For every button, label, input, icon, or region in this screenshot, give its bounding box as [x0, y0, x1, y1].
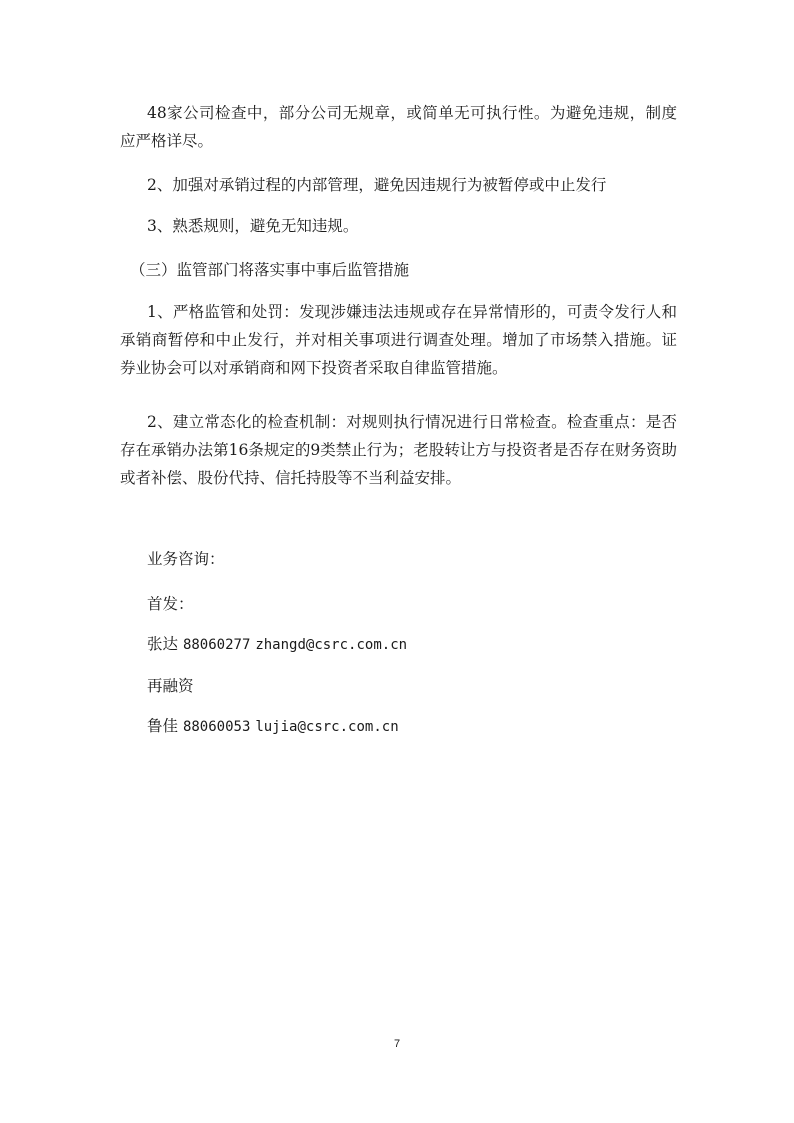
contacts-heading: 业务咨询： [147, 550, 225, 568]
paragraph-strict-supervision: 1、严格监管和处罚：发现涉嫌违法违规或存在异常情形的，可责令发行人和承销商暂停和中止发行，并对相关事项进行调查处理。增加了市场禁入措施。证券业协会可以对承销商和网下投资者采取自律监管措施。 [120, 303, 677, 377]
section-heading-supervision: （三）监管部门将落实事中事后监管措施 [130, 261, 410, 279]
contact-phone: 88060053 [182, 719, 251, 735]
contact-name: 鲁佳 [147, 717, 179, 735]
paragraph-internal-management: 2、加强对承销过程的内部管理，避免因违规行为被暂停或中止发行 [147, 176, 607, 194]
paragraph-know-rules: 3、熟悉规则，避免无知违规。 [147, 217, 359, 235]
refinancing-contact-line [147, 712, 399, 741]
contact-name: 张达 [147, 635, 179, 653]
contact-email: lujia@csrc.com.cn [255, 719, 399, 735]
ipo-label: 首发： [147, 595, 194, 613]
page-number: 7 [393, 1038, 401, 1050]
paragraph-inspection-mechanism: 2、建立常态化的检查机制：对规则执行情况进行日常检查。检查重点：是否存在承销办法第16条规定的9类禁止行为；老股转让方与投资者是否存在财务资助或者补偿、股份代持、信托持股等不当利益安排。 [120, 413, 677, 487]
contact-phone: 88060277 [182, 637, 251, 653]
refinancing-label: 再融资 [147, 677, 194, 695]
ipo-contact-line [147, 630, 407, 659]
contact-email: zhangd@csrc.com.cn [255, 637, 408, 653]
paragraph-regulations-advice: 48家公司检查中，部分公司无规章，或简单无可执行性。为避免违规，制度应严格详尽。 [120, 104, 677, 150]
